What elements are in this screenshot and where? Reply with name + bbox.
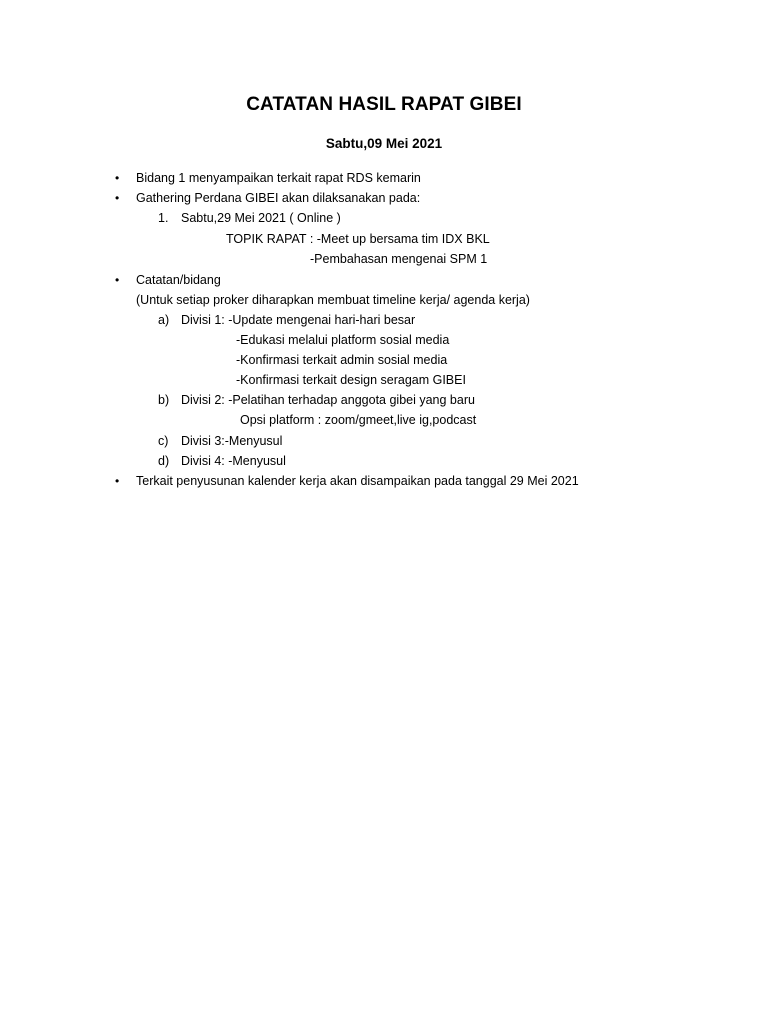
lettered-marker: b): [158, 393, 170, 407]
meeting-date: Sabtu,09 Mei 2021: [325, 136, 443, 151]
list-item: Divisi 2: -Pelatihan terhadap anggota gibei yang baru: [181, 393, 475, 407]
list-item: -Konfirmasi terkait admin sosial media: [236, 353, 448, 367]
list-item: Opsi platform : zoom/gmeet,live ig,podcast: [240, 413, 477, 427]
document-title: CATATAN HASIL RAPAT GIBEI: [246, 94, 522, 115]
list-item: Bidang 1 menyampaikan terkait rapat RDS kemarin: [136, 171, 421, 185]
bullet-icon: •: [115, 474, 120, 488]
list-item: Divisi 3:-Menyusul: [181, 434, 283, 448]
note-line: (Untuk setiap proker diharapkan membuat timeline kerja/ agenda kerja): [136, 293, 530, 307]
topic-line: -Pembahasan mengenai SPM 1: [310, 252, 488, 266]
lettered-marker: c): [158, 434, 169, 448]
lettered-marker: d): [158, 454, 170, 468]
list-item: -Konfirmasi terkait design seragam GIBEI: [236, 373, 466, 387]
bullet-icon: •: [115, 273, 120, 287]
lettered-marker: a): [158, 313, 170, 327]
topic-line: TOPIK RAPAT : -Meet up bersama tim IDX BKL: [226, 232, 490, 246]
numbered-marker: 1.: [158, 211, 169, 225]
list-item: Divisi 4: -Menyusul: [181, 454, 286, 468]
list-item: Catatan/bidang: [136, 273, 221, 287]
bullet-icon: •: [115, 191, 120, 205]
list-item: -Edukasi melalui platform sosial media: [236, 333, 450, 347]
bullet-icon: •: [115, 171, 120, 185]
list-item: Terkait penyusunan kalender kerja akan disampaikan pada tanggal 29 Mei 2021: [136, 474, 579, 488]
list-item: Gathering Perdana GIBEI akan dilaksanakan pada:: [136, 191, 421, 205]
list-item: Sabtu,29 Mei 2021 ( Online ): [181, 211, 341, 225]
list-item: Divisi 1: -Update mengenai hari-hari besar: [181, 313, 416, 327]
